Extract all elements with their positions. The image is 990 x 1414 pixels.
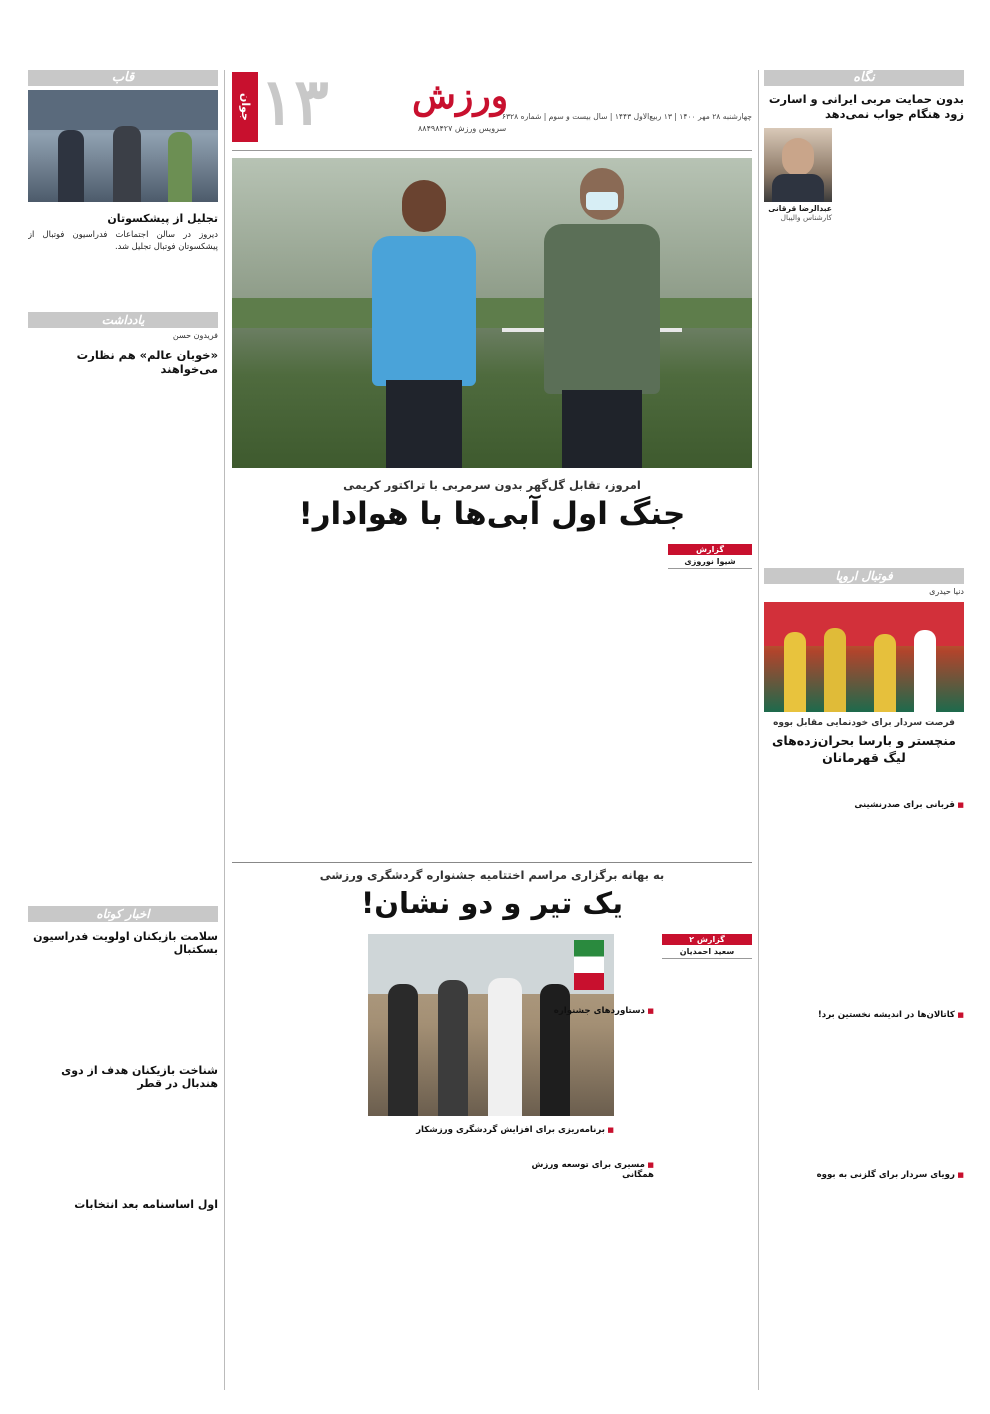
view-text xyxy=(764,256,964,556)
right-column xyxy=(764,70,964,1390)
view-title: بدون حمایت مربی ایرانی و اسارت زود هنگام جواب نمی‌دهد xyxy=(768,92,964,121)
second-story-kicker: به بهانه برگزاری مراسم اختتامیه جشنواره گردشگری ورزشی xyxy=(319,868,665,882)
columnist-name: عبدالرضا قرقانی xyxy=(768,204,832,213)
photo-caption-title: تجلیل از پیشکسوتان xyxy=(107,212,218,225)
opinion-author: فریدون حسن xyxy=(172,331,218,340)
opinion-section-title: یادداشت xyxy=(28,312,218,328)
opinion-title: «خوبان عالم» هم نظارت می‌خواهند xyxy=(76,348,218,376)
columnist-role: کارشناس والیبال xyxy=(780,213,832,222)
date-line: چهارشنبه ۲۸ مهر ۱۴۰۰ | ۱۳ ربیع‌الاول ۱۴۴۳ | سال بیست و سوم | شماره ۶۳۲۸ xyxy=(501,112,752,121)
europe-text xyxy=(764,810,964,1010)
divider xyxy=(224,70,225,1390)
subhead: ■ مسیری برای توسعه ورزش همگانی xyxy=(514,1160,654,1180)
columnist-box xyxy=(764,128,832,222)
news-text xyxy=(28,958,218,1058)
news-section-title: اخبار کوتاه xyxy=(28,906,218,922)
left-section-title: قاب xyxy=(28,70,218,86)
europe-text xyxy=(764,770,964,800)
photo-caption-text: دیروز در سالن اجتماعات فدراسیون فوتبال از پیشکسوتان فوتبال تجلیل شد. xyxy=(28,229,218,252)
divider xyxy=(758,70,759,1390)
subhead: ■ برنامه‌ریزی برای افزایش گردشگری ورزشکار xyxy=(368,1124,614,1136)
story-separator xyxy=(232,862,752,863)
second-story-headline: یک تیر و دو نشان! xyxy=(361,886,623,920)
report-box xyxy=(662,934,752,959)
columnist-photo xyxy=(764,128,832,202)
main-story-headline: جنگ اول آبی‌ها با هوادار! xyxy=(298,496,686,532)
news-item xyxy=(28,1064,218,1192)
contact-line: سرویس ورزش ۸۸۴۹۸۴۲۷ xyxy=(418,124,507,133)
main-body-col-1 xyxy=(668,610,752,860)
masthead-rule xyxy=(232,150,752,151)
section-title: ورزش xyxy=(412,75,509,117)
main-body-col-2 xyxy=(524,544,660,860)
second-body-col-3 xyxy=(368,1124,614,1390)
news-item xyxy=(28,930,218,1058)
europe-photo xyxy=(764,602,964,712)
europe-kicker: فرصت سردار برای خودنمایی مقابل بووه xyxy=(773,718,955,728)
main-story-photo xyxy=(232,158,752,468)
newspaper-logo: جوان xyxy=(232,72,258,142)
report-author: سعید احمدیان xyxy=(662,947,752,959)
report-tag: گزارش xyxy=(668,544,752,555)
europe-subhead: ■ رویای سردار برای گلزنی به بووه xyxy=(764,1170,964,1180)
report-author: شیوا نوروزی xyxy=(668,557,752,569)
europe-text xyxy=(764,1180,964,1330)
opinion-text xyxy=(28,380,218,900)
second-body-col-4 xyxy=(232,934,360,1390)
award-photo xyxy=(28,90,218,202)
coach-figure xyxy=(532,168,672,468)
report-tag: گزارش ۲ xyxy=(662,934,752,945)
europe-headline: منچستر و بارسا بحران‌زده‌های لیگ قهرمانان xyxy=(771,733,957,765)
second-body-col-1 xyxy=(662,974,752,1390)
page-number: ۱۳ xyxy=(260,65,329,140)
player-figure xyxy=(362,180,492,468)
europe-author: دنیا حیدری xyxy=(929,587,964,596)
view-section-title: نگاه xyxy=(764,70,964,86)
view-text-top xyxy=(838,128,964,254)
europe-subhead: ■ قربانی برای صدرنشینی xyxy=(764,800,964,810)
report-box xyxy=(668,544,752,603)
news-title: شناخت بازیکنان هدف از دوی هندبال در قطر xyxy=(61,1064,218,1090)
europe-subhead: ■ کاتالان‌ها در اندیشه نخستین برد! xyxy=(764,1010,964,1020)
report-lead xyxy=(668,573,752,603)
news-item xyxy=(28,1198,218,1283)
subhead: ■ دستاوردهای جشنواره xyxy=(514,1006,654,1016)
main-story-kicker: امروز، تقابل گل‌گهر بدون سرمربی با تراکتور کریمی xyxy=(343,478,641,492)
main-story-body xyxy=(232,540,752,860)
news-text xyxy=(28,1092,218,1192)
europe-section-title: فوتبال اروپا xyxy=(764,568,964,584)
main-body-col-3 xyxy=(380,544,516,860)
second-story-body xyxy=(232,934,752,1390)
main-body-col-4 xyxy=(232,544,372,860)
masthead xyxy=(232,65,752,156)
news-text xyxy=(28,1213,218,1283)
news-title: سلامت بازیکنان اولویت فدراسیون بسکتبال xyxy=(33,930,218,956)
news-title: اول اساسنامه بعد انتخابات xyxy=(74,1198,218,1211)
left-column xyxy=(28,70,218,1390)
europe-text xyxy=(764,1020,964,1170)
